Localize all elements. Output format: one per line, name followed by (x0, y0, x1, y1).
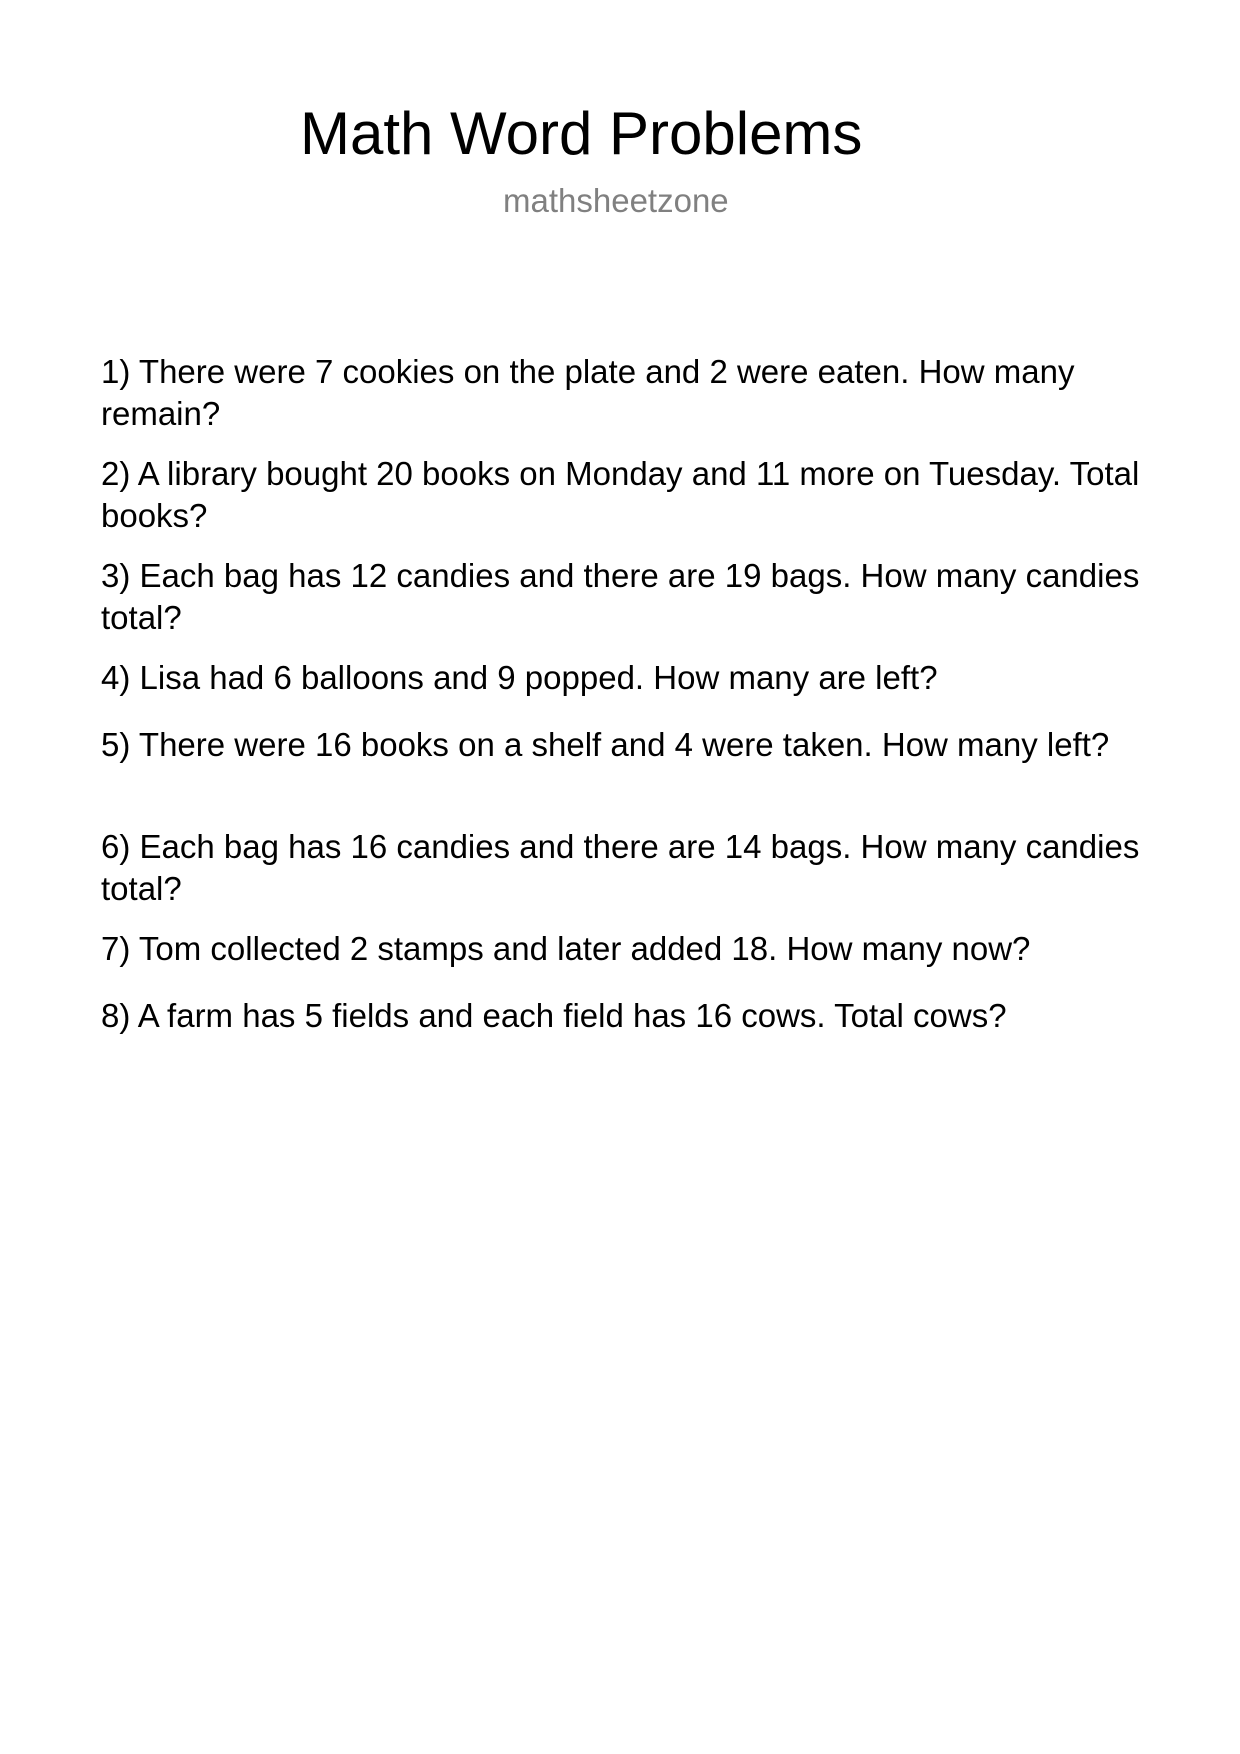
problem-item-3: 3) Each bag has 12 candies and there are 19 bags. How many candies total? (101, 557, 1140, 636)
problem-item-1: 1) There were 7 cookies on the plate and 2 were eaten. How many remain? (101, 353, 1075, 432)
page-title: Math Word Problems (300, 100, 863, 167)
problem-item-6: 6) Each bag has 16 candies and there are 14 bags. How many candies total? (101, 828, 1140, 907)
problem-item-2: 2) A library bought 20 books on Monday and 11 more on Tuesday. Total books? (101, 455, 1140, 534)
problem-item-8: 8) A farm has 5 fields and each field has 16 cows. Total cows? (101, 997, 1007, 1034)
problem-item-5: 5) There were 16 books on a shelf and 4 were taken. How many left? (101, 726, 1110, 763)
problem-list (101, 351, 1161, 1037)
problem-item-7: 7) Tom collected 2 stamps and later added 18. How many now? (101, 930, 1031, 967)
page-subtitle: mathsheetzone (503, 182, 729, 219)
problem-item-4: 4) Lisa had 6 balloons and 9 popped. How many are left? (101, 659, 938, 696)
